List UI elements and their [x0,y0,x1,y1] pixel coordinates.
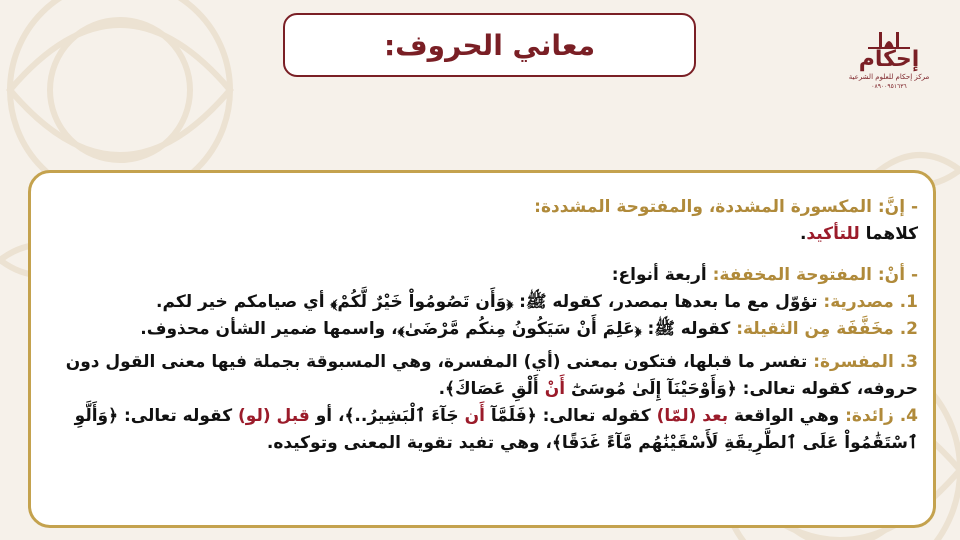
list-item: 1. مصدرية: تؤوّل مع ما بعدها بمصدر، كقوله ﷺ: ﴿وَأَن تَصُومُواْ خَيْرٌ لَّكُمْ﴾ أي صيامكم خير لكم. [156,292,918,312]
section-inna [52,194,918,221]
content-area [52,194,918,457]
item-2-label: 2. مخَفَّفَة مِن الثقيلة: [736,319,918,339]
item-1-label: 1. مصدرية: [823,292,918,312]
list-item: 2. مخَفَّفَة مِن الثقيلة: كقوله ﷺ: ﴿عَلِمَ أَنْ سَيَكُونُ مِنكُم مَّرْضَىٰ﴾، واسمها ضمير الشأن محذوف. [140,319,918,339]
logo-subtitle: مركز إحكام للعلوم الشرعية [848,73,930,81]
item-3-label: 3. المفسرة: [813,352,918,372]
title-box [283,13,696,77]
section-inna-label: - إنَّ: المكسورة المشددة، والمفتوحة المشددة: [534,197,918,217]
logo-number: ٠٨٩٠٠٩٥١٦٣٦ [871,83,907,90]
item-4-label: 4. زائدة: [845,406,918,426]
section-inna-text: كلاهما للتأكيد. [799,224,918,244]
section-an: - أنْ: المفتوحة المخففة: أربعة أنواع: [611,265,918,285]
logo [848,28,930,94]
logo-name: إحكام [858,47,920,72]
list-item: 3. المفسرة: تفسر ما قبلها، فتكون بمعنى (أي) المفسرة، وهي المسبوقة بجملة فيها معنى القول دون حروفه، كقوله تعالى: ﴿وَأَوْحَيْنَآ إِلَىٰ مُوسَىٰٓ أَنْ أَلْقِ عَصَاكَ﴾. [65,352,918,399]
emphasis-tawkid: للتأكيد [806,224,860,244]
section-an-label: - أنْ: المفتوحة المخففة: [712,265,918,285]
page-title: معاني الحروف: [383,28,596,62]
list-item: 4. زائدة: وهي الواقعة بعد (لمّا) كقوله تعالى: ﴿فَلَمَّآ أَن جَآءَ ٱلْبَشِيرُ..﴾، أو قبل (لو) كقوله تعالى: ﴿وَأَلَّوِ ٱسْتَقَٰمُواْ عَلَى ٱلطَّرِيقَةِ لَأَسْقَيْنَٰهُم مَّآءً غَدَقًا﴾، وهي تفيد تقوية المعنى وتوكيده. [74,406,918,453]
